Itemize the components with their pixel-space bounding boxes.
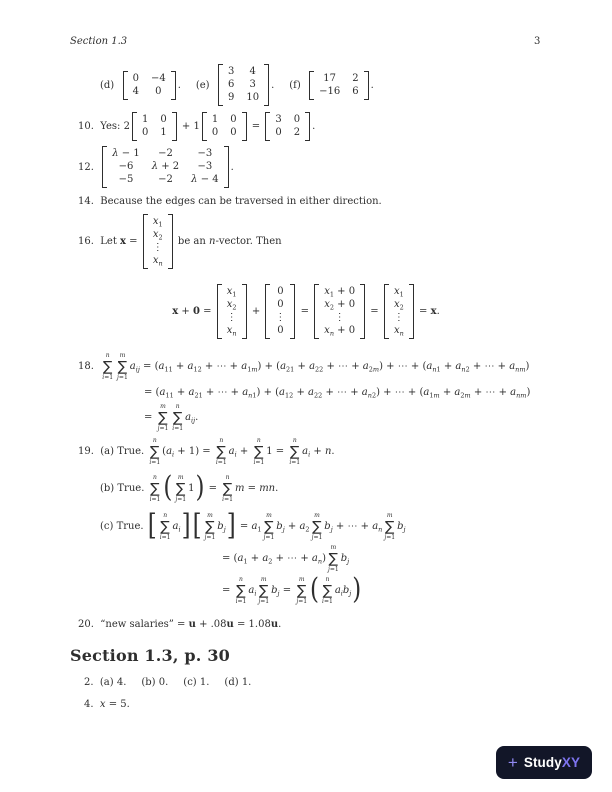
- matrix: [218, 64, 269, 106]
- math-text: = $a_1$: [236, 521, 262, 534]
- matrix: [217, 284, 247, 339]
- matrix-cell: ⋮: [393, 312, 404, 323]
- matrix-cells: [271, 112, 304, 141]
- matrix-left-bracket: [265, 112, 270, 141]
- matrix-right-bracket: [360, 284, 365, 339]
- matrix-cell: $x_1$: [152, 216, 163, 229]
- equation-line: [78, 195, 382, 208]
- matrix-left-bracket: [202, 112, 207, 141]
- answer-2: [84, 676, 251, 689]
- matrix-cells: [138, 112, 171, 141]
- sum-upper-limit: n: [152, 437, 157, 444]
- matrix-cell: $x_1$: [226, 286, 237, 299]
- sigma-glyph: ∑: [290, 443, 300, 460]
- summation-symbol: [150, 474, 161, 503]
- math-text: =: [248, 121, 264, 132]
- matrix-left-bracket: [309, 71, 314, 100]
- matrix-cell: ⋮: [226, 312, 237, 323]
- sigma-glyph: ∑: [175, 480, 186, 497]
- matrix-cell: 4: [132, 85, 139, 97]
- matrix-cells: [315, 71, 362, 100]
- math-text: $b_j + a_2$: [276, 521, 310, 534]
- matrix: [314, 284, 365, 339]
- summation-symbol: [296, 576, 307, 605]
- matrix-cell: −3: [197, 148, 213, 159]
- sum-upper-limit: n: [239, 576, 243, 583]
- sum-lower-limit: i=1: [102, 373, 114, 381]
- math-text: be an n-vector. Then: [174, 236, 282, 247]
- sum-lower-limit: i=1: [289, 458, 301, 466]
- sigma-glyph: ∑: [222, 480, 233, 497]
- summation-symbol: [328, 544, 339, 573]
- math-text: 16. Let x =: [78, 236, 141, 247]
- matrix-right-bracket: [364, 71, 369, 100]
- matrix-cell: 0: [141, 127, 149, 138]
- matrix-cell: 10: [246, 92, 260, 103]
- sum-lower-limit: j=1: [296, 597, 308, 605]
- math-text: 10. Yes: 2: [78, 121, 130, 132]
- sigma-glyph: ∑: [205, 518, 215, 535]
- answer-20: [78, 618, 281, 631]
- matrix-cell: −3: [197, 161, 213, 172]
- matrix-cell: −5: [118, 174, 134, 185]
- summation-symbol: [175, 474, 186, 503]
- sum-lower-limit: j=1: [175, 495, 187, 503]
- matrix-cell: 2: [352, 72, 359, 84]
- big-delimiter: (: [163, 471, 173, 505]
- matrix: [265, 112, 310, 141]
- sum-lower-limit: j=1: [311, 533, 323, 541]
- sum-upper-limit: n: [225, 474, 230, 481]
- matrix-right-bracket: [172, 112, 177, 141]
- sum-upper-limit: m: [160, 403, 166, 410]
- sigma-glyph: ∑: [264, 518, 274, 535]
- sigma-glyph: ∑: [254, 443, 264, 460]
- matrix-cell: $x_2 + 0$: [324, 299, 356, 312]
- big-delimiter: [: [147, 509, 157, 543]
- summation-symbol: [205, 512, 216, 541]
- matrix-cell: 1: [141, 114, 149, 125]
- sum-lower-limit: j=1: [258, 597, 270, 605]
- matrix-cell: 0: [277, 286, 284, 297]
- sum-upper-limit: n: [163, 512, 168, 519]
- matrix-right-bracket: [305, 112, 310, 141]
- sigma-glyph: ∑: [312, 518, 322, 535]
- math-text: .: [312, 121, 316, 132]
- matrix-right-bracket: [409, 284, 414, 339]
- sum-upper-limit: m: [260, 576, 267, 583]
- equation-line: [144, 403, 530, 432]
- matrix-cell: $x_2$: [152, 229, 163, 242]
- sum-upper-limit: n: [325, 576, 330, 583]
- matrix-cells: [224, 64, 263, 106]
- summation-symbol: [117, 352, 128, 381]
- summation-symbol: [172, 403, 183, 432]
- matrix-cell: 0: [230, 114, 237, 125]
- math-text: $a_ib_j$: [334, 585, 352, 598]
- matrix-cells: [271, 284, 289, 339]
- logo-study-text: Study: [523, 755, 562, 770]
- matrix-cell: −2: [158, 148, 173, 159]
- matrix-right-bracket: [242, 284, 247, 339]
- sum-lower-limit: i=1: [159, 533, 171, 541]
- matrix-cell: $x_n$: [226, 325, 237, 338]
- matrix-cell: $x_1$: [393, 286, 404, 299]
- math-text: =: [222, 585, 234, 596]
- matrix-left-bracket: [123, 71, 128, 100]
- matrix-cell: ⋮: [152, 242, 163, 253]
- equation-line: [100, 471, 406, 505]
- matrix-cells: [149, 214, 167, 269]
- matrix-cell: 17: [323, 72, 337, 84]
- math-text: =: [205, 483, 221, 494]
- matrix-left-bracket: [132, 112, 137, 141]
- matrix-cell: −2: [158, 174, 173, 185]
- big-delimiter: ): [352, 573, 362, 607]
- sum-upper-limit: n: [292, 437, 297, 444]
- matrix-cell: 0: [132, 72, 139, 84]
- equation-line: [78, 214, 282, 269]
- section-heading: Section 1.3, p. 30: [70, 646, 230, 665]
- sum-lower-limit: i=1: [149, 495, 161, 503]
- summation-symbol: [149, 437, 160, 466]
- equation-line: [78, 437, 406, 466]
- sum-lower-limit: j=1: [157, 424, 169, 432]
- matrix-cell: ⋮: [334, 312, 345, 323]
- equation-line: [222, 573, 406, 607]
- sum-lower-limit: j=1: [327, 565, 339, 573]
- summation-symbol: [160, 512, 171, 541]
- matrix-cells: [223, 284, 241, 339]
- matrix-cells: [320, 284, 359, 339]
- matrix: [132, 112, 177, 141]
- matrix-cell: 0: [293, 114, 301, 125]
- math-text: .: [230, 161, 234, 173]
- matrix-cell: 0: [155, 85, 162, 97]
- logo-xy-text: XY: [561, 755, 581, 770]
- logo-wordmark: [524, 755, 580, 770]
- matrix-cell: 3: [249, 79, 256, 90]
- sigma-glyph: ∑: [102, 358, 113, 375]
- math-text: x + 0 =: [172, 306, 215, 317]
- equation-line: [84, 676, 251, 689]
- big-delimiter: (: [310, 573, 320, 607]
- sum-upper-limit: n: [256, 437, 261, 444]
- summation-symbol: [253, 437, 264, 466]
- matrix-cells: [208, 112, 241, 141]
- math-text: $a_i$ +: [228, 446, 252, 459]
- matrix-cell: −6: [118, 161, 134, 172]
- math-text: $a_{ij} = (a_{11} + a_{12}$ + ⋯ + $a_{1m}) + (a_{21} + a_{22}$ + ⋯ + $a_{2m}$) + ⋯ + ($a_{n1} + a_{n2}$ + ⋯ + $a_{nm}$): [129, 361, 530, 374]
- matrix-cells: [108, 146, 222, 188]
- sigma-glyph: ∑: [150, 443, 160, 460]
- matrix: [102, 146, 228, 188]
- matrix-cell: 3: [275, 114, 282, 125]
- page-number: 3: [534, 36, 541, 47]
- matrix-cell: −4: [150, 72, 166, 84]
- sum-lower-limit: i=1: [322, 597, 333, 605]
- matrix-left-bracket: [384, 284, 389, 339]
- math-text: 1: [188, 483, 195, 494]
- matrix-cells: [390, 284, 408, 339]
- answer-12: [78, 146, 234, 188]
- matrix-right-bracket: [171, 71, 176, 100]
- sum-lower-limit: i=1: [222, 495, 233, 503]
- math-text: $b_j$: [340, 553, 350, 566]
- sum-upper-limit: n: [153, 474, 157, 481]
- matrix-cell: 1: [211, 114, 219, 125]
- math-text: $b_j$: [397, 521, 406, 534]
- answer-16: [78, 214, 282, 269]
- math-text: (b) True.: [100, 483, 148, 494]
- math-text: 12.: [78, 161, 101, 173]
- answer-18: [78, 352, 530, 432]
- sum-lower-limit: i=1: [235, 597, 247, 605]
- matrix-right-bracket: [264, 64, 269, 106]
- equation-line: [78, 352, 530, 381]
- answer-19: [78, 437, 406, 605]
- math-text: 4. x = 5.: [84, 699, 130, 710]
- summation-symbol: [384, 512, 395, 541]
- big-delimiter: ]: [226, 509, 236, 543]
- math-text: = x.: [415, 306, 440, 317]
- matrix-right-bracket: [290, 284, 295, 339]
- matrix-cell: 0: [275, 127, 282, 138]
- matrix-cell: λ − 1: [112, 148, 140, 159]
- math-text: $a_i$: [172, 521, 181, 534]
- sum-lower-limit: i=1: [215, 458, 227, 466]
- math-text: 20. “new salaries” = u + .08u = 1.08u.: [78, 619, 282, 630]
- sigma-glyph: ∑: [259, 582, 269, 599]
- sum-upper-limit: m: [314, 512, 320, 519]
- math-text: m = mn.: [234, 483, 279, 494]
- matrix-left-bracket: [217, 284, 222, 339]
- math-text: . (f): [271, 79, 308, 91]
- equation-line: [144, 386, 530, 399]
- equation-line: [84, 698, 130, 711]
- matrix-cell: 0: [277, 325, 284, 336]
- math-text: .: [370, 79, 374, 91]
- sum-upper-limit: m: [386, 512, 393, 519]
- matrix-cell: $x_n$: [152, 255, 163, 268]
- sum-upper-limit: m: [266, 512, 272, 519]
- matrix-cell: 4: [249, 66, 256, 77]
- math-text: = ($a_{11} + a_{21}$ + ⋯ + $a_{n1}) + (a_{12} + a_{22}$ + ⋯ + $a_{n2}$) + ⋯ + ($a_{1m} + a_{2m}$ + ⋯ + $a_{nm}$): [144, 387, 531, 400]
- equation-line: [0, 284, 612, 339]
- math-text: =: [297, 306, 313, 317]
- math-text: =: [144, 412, 156, 423]
- summation-symbol: [222, 474, 233, 503]
- math-text: $a_i$: [248, 585, 257, 598]
- matrix-cells: [129, 71, 170, 100]
- sum-lower-limit: j=1: [384, 533, 396, 541]
- sigma-glyph: ∑: [296, 582, 307, 599]
- sum-upper-limit: n: [175, 403, 180, 410]
- sigma-glyph: ∑: [160, 518, 170, 535]
- matrix-cell: 0: [160, 114, 167, 125]
- matrix-right-bracket: [224, 146, 229, 188]
- sum-lower-limit: i=1: [172, 424, 184, 432]
- matrix-cell: $x_n$: [393, 325, 404, 338]
- equation-line: [78, 146, 234, 188]
- math-text: 18.: [78, 361, 101, 372]
- sum-lower-limit: j=1: [117, 373, 128, 381]
- math-text: $b_j$ =: [271, 585, 295, 598]
- matrix-cell: λ − 4: [191, 174, 219, 185]
- math-text: + 1: [178, 121, 200, 132]
- summation-symbol: [312, 512, 323, 541]
- sum-lower-limit: j=1: [263, 533, 275, 541]
- matrix-cell: 9: [227, 92, 235, 103]
- equation-line: [78, 618, 281, 631]
- math-text: (c) True.: [100, 521, 147, 532]
- big-delimiter: ): [195, 471, 205, 505]
- matrix: [123, 71, 176, 100]
- matrix-cell: 3: [227, 66, 235, 77]
- sum-upper-limit: m: [207, 512, 213, 519]
- matrix-left-bracket: [143, 214, 148, 269]
- matrix-left-bracket: [314, 284, 319, 339]
- matrix-cell: $x_n + 0$: [324, 325, 356, 338]
- math-text: 19. (a) True.: [78, 446, 148, 457]
- matrix: [265, 284, 295, 339]
- equation-line: [222, 544, 406, 573]
- sum-upper-limit: m: [330, 544, 337, 551]
- math-text: =: [367, 306, 382, 317]
- display-equation: [0, 284, 612, 339]
- matrix: [202, 112, 247, 141]
- summation-symbol: [289, 437, 300, 466]
- running-header: Section 1.3: [70, 36, 128, 47]
- sum-lower-limit: j=1: [204, 533, 216, 541]
- equation-line: [100, 509, 406, 543]
- sum-lower-limit: i=1: [149, 458, 161, 466]
- matrix-left-bracket: [265, 284, 270, 339]
- math-text: . (e): [177, 79, 216, 91]
- sigma-glyph: ∑: [117, 358, 128, 375]
- math-text: $(a_i + 1)$ =: [162, 446, 214, 459]
- answer-4: [84, 698, 130, 711]
- matrix-cell: 0: [211, 127, 219, 138]
- math-text: $b_j$: [217, 521, 226, 534]
- equation-line: [100, 64, 374, 106]
- matrix-cell: −16: [319, 85, 341, 97]
- summation-symbol: [102, 352, 113, 381]
- math-text: 2. (a) 4. (b) 0. (c) 1. (d) 1.: [84, 677, 252, 688]
- matrix-cell: 1: [160, 127, 167, 138]
- matrix-right-bracket: [168, 214, 173, 269]
- math-text: 14. Because the edges can be traversed in either direction.: [78, 196, 382, 207]
- sigma-glyph: ∑: [216, 443, 226, 460]
- sum-upper-limit: m: [119, 352, 126, 359]
- matrix-cell: $x_1 + 0$: [324, 286, 356, 299]
- sigma-glyph: ∑: [236, 582, 246, 599]
- sum-lower-limit: i=1: [253, 458, 265, 466]
- math-text: = ($a_1 + a_2$ + ⋯ + $a_n$): [222, 553, 326, 566]
- summation-symbol: [158, 403, 169, 432]
- summation-symbol: [258, 576, 269, 605]
- matrix-left-bracket: [218, 64, 223, 106]
- sigma-glyph: ∑: [385, 518, 395, 535]
- matrix: [384, 284, 414, 339]
- matrix-cell: ⋮: [275, 312, 286, 323]
- sigma-glyph: ∑: [150, 480, 160, 497]
- sigma-glyph: ∑: [172, 409, 183, 426]
- summation-symbol: [322, 576, 333, 605]
- sigma-glyph: ∑: [322, 582, 333, 599]
- answer-14: [78, 195, 382, 208]
- matrix-cell: λ + 2: [151, 161, 180, 172]
- answer-def-row: [100, 64, 374, 106]
- math-text: $b_j$ + ⋯ + $a_n$: [324, 521, 383, 534]
- sum-upper-limit: m: [177, 474, 184, 481]
- plus-icon: +: [507, 752, 518, 772]
- matrix: [309, 71, 368, 100]
- math-text: +: [248, 306, 264, 317]
- studyxy-logo-badge: [496, 746, 592, 779]
- sigma-glyph: ∑: [158, 409, 168, 426]
- sigma-glyph: ∑: [328, 550, 339, 567]
- summation-symbol: [216, 437, 227, 466]
- matrix: [143, 214, 173, 269]
- matrix-right-bracket: [242, 112, 247, 141]
- math-text: $a_i + n$.: [302, 446, 335, 459]
- matrix-cell: $x_2$: [393, 299, 404, 312]
- big-delimiter: [: [192, 509, 202, 543]
- big-delimiter: ]: [181, 509, 191, 543]
- equation-line: [78, 112, 315, 141]
- summation-symbol: [236, 576, 247, 605]
- math-text: (d): [100, 79, 121, 91]
- matrix-cell: 6: [352, 85, 359, 97]
- sum-upper-limit: m: [298, 576, 305, 583]
- answer-10: [78, 112, 315, 141]
- matrix-left-bracket: [102, 146, 107, 188]
- sum-upper-limit: n: [219, 437, 224, 444]
- matrix-cell: 0: [230, 127, 237, 138]
- matrix-cell: $x_2$: [226, 299, 237, 312]
- math-text: 1 =: [266, 446, 288, 457]
- sum-upper-limit: n: [105, 352, 110, 359]
- math-text: $a_{ij}$.: [185, 412, 199, 425]
- matrix-cell: 6: [227, 79, 235, 90]
- summation-symbol: [264, 512, 275, 541]
- matrix-cell: 2: [293, 127, 301, 138]
- matrix-cell: 0: [277, 299, 284, 310]
